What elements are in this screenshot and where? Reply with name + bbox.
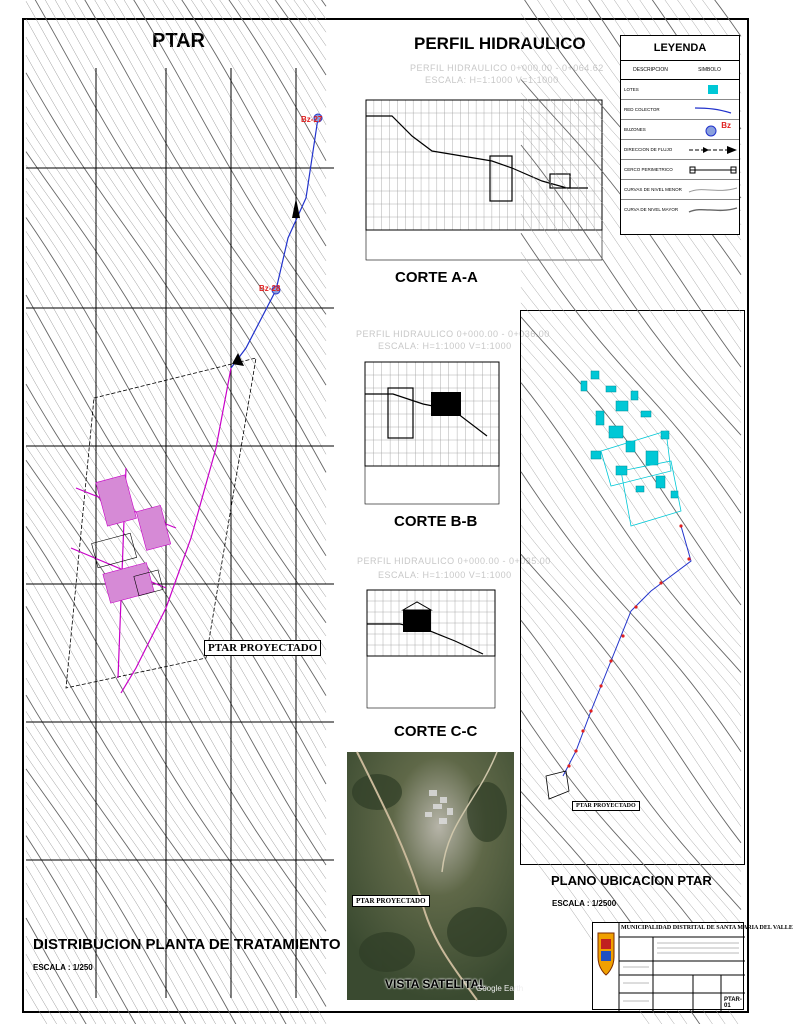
contour-line bbox=[26, 487, 326, 960]
bb-subtitle-1: PERFIL HIDRAULICO 0+000.00 - 0+036.00 bbox=[356, 329, 550, 339]
contour-line bbox=[521, 368, 741, 660]
ptar-sat-label: PTAR PROYECTADO bbox=[352, 895, 430, 907]
contour-line bbox=[26, 821, 326, 1024]
location-drawing bbox=[521, 311, 746, 866]
contour-line bbox=[521, 434, 741, 717]
plan-panel bbox=[26, 68, 334, 998]
route-manhole bbox=[589, 709, 592, 712]
pipe-symbol-icon bbox=[693, 105, 733, 115]
contour-line bbox=[26, 246, 326, 730]
contour-line bbox=[26, 152, 326, 623]
route-manhole bbox=[634, 605, 637, 608]
corte-aa-title: CORTE A-A bbox=[395, 269, 478, 286]
contour-line bbox=[26, 447, 326, 918]
ptar-location-label: PTAR PROYECTADO bbox=[572, 801, 640, 811]
legend-row-mayor bbox=[621, 200, 739, 219]
corte-bb-title: CORTE B-B bbox=[394, 513, 478, 530]
contour-line bbox=[26, 367, 326, 851]
vista-title: VISTA SATELITAL bbox=[385, 977, 487, 991]
contour-line bbox=[26, 349, 326, 835]
contour-line bbox=[521, 606, 741, 897]
legend-table bbox=[620, 35, 740, 235]
route-manhole bbox=[679, 524, 682, 527]
contour-line bbox=[26, 19, 326, 508]
legend-desc: DIRECCION DE FLUJO bbox=[624, 147, 673, 152]
contour-line bbox=[26, 0, 326, 454]
contour-line bbox=[521, 415, 741, 700]
cc-subtitle-1: PERFIL HIDRAULICO 0+000.00 - 0+035.00 bbox=[357, 556, 551, 566]
contour-line bbox=[521, 270, 741, 551]
profile-cc-drawing bbox=[355, 586, 507, 714]
contour-line bbox=[26, 278, 326, 766]
route-manhole bbox=[659, 581, 662, 584]
corte-cc-title: CORTE C-C bbox=[394, 723, 478, 740]
legend-desc: BUZONES bbox=[624, 127, 646, 132]
plano-scale: ESCALA : 1/2500 bbox=[552, 899, 617, 908]
legend-header bbox=[621, 61, 739, 80]
bz27-label: Bz-27 bbox=[301, 115, 323, 124]
contour-line bbox=[26, 295, 326, 784]
profile-aa-drawing bbox=[352, 96, 606, 266]
legend-row-cerco bbox=[621, 160, 739, 180]
contour-line bbox=[26, 0, 326, 19]
contour-line bbox=[521, 287, 741, 570]
contour-line bbox=[26, 727, 326, 1024]
municipality-name: MUNICIPALIDAD DISTRITAL DE SANTA MARIA DEL VALLE bbox=[621, 925, 793, 931]
route-manhole bbox=[574, 749, 577, 752]
contour-line bbox=[26, 1, 326, 490]
legend-desc: CURVAS DE NIVEL MENOR bbox=[624, 187, 682, 192]
contour-line bbox=[26, 73, 326, 556]
sheet-code: PTAR-01 bbox=[724, 997, 742, 1009]
legend-desc: LOTES bbox=[624, 87, 639, 92]
bz-symbol-text: Bz bbox=[721, 121, 732, 130]
ptar-title: PTAR bbox=[152, 30, 205, 52]
location-panel bbox=[520, 310, 745, 865]
major-contour-icon bbox=[687, 205, 739, 215]
contour-line bbox=[26, 678, 326, 1024]
legend-desc: RED COLECTOR bbox=[624, 107, 660, 112]
minor-contour-icon bbox=[687, 185, 739, 195]
contour-line bbox=[26, 313, 326, 802]
contour-line bbox=[521, 525, 741, 809]
cc-subtitle-2: ESCALA: H=1:1000 V=1:1000 bbox=[378, 570, 512, 580]
lot-symbol-icon bbox=[708, 85, 718, 94]
contour-line bbox=[521, 330, 741, 620]
route-manhole bbox=[567, 764, 570, 767]
google-earth-watermark: Google Earth bbox=[476, 984, 524, 993]
perfil-subtitle-1: PERFIL HIDRAULICO 0+000.00 - 0+064.62 bbox=[410, 63, 604, 73]
distribucion-title: DISTRIBUCION PLANTA DE TRATAMIENTO bbox=[33, 936, 341, 953]
contour-line bbox=[26, 742, 326, 1024]
contour-line bbox=[26, 204, 326, 679]
satellite-image bbox=[347, 752, 514, 1000]
legend-row-lotes bbox=[621, 80, 739, 100]
contour-line bbox=[26, 769, 326, 1024]
legend-row-red bbox=[621, 100, 739, 120]
contour-line bbox=[521, 383, 741, 673]
bb-subtitle-2: ESCALA: H=1:1000 V=1:1000 bbox=[378, 341, 512, 351]
route-manhole bbox=[581, 729, 584, 732]
perfil-subtitle-2: ESCALA: H=1:1000 V=1:1000 bbox=[425, 75, 559, 85]
plano-title: PLANO UBICACION PTAR bbox=[551, 873, 712, 888]
perfil-title: PERFIL HIDRAULICO bbox=[414, 34, 586, 53]
legend-desc: CURVA DE NIVEL MAYOR bbox=[624, 207, 679, 212]
contour-line bbox=[521, 509, 741, 791]
distribucion-scale: ESCALA : 1/250 bbox=[33, 963, 93, 972]
contour-line bbox=[26, 836, 326, 1024]
contour-line bbox=[26, 137, 326, 609]
bz28-label: Bz-28 bbox=[259, 284, 281, 293]
route-manhole bbox=[599, 684, 602, 687]
contour-line bbox=[26, 262, 326, 748]
legend-desc: CERCO PERIMETRICO bbox=[624, 167, 673, 172]
ptar-proyectado-label: PTAR PROYECTADO bbox=[204, 640, 321, 656]
contour-line bbox=[26, 107, 326, 584]
legend-row-buzones bbox=[621, 120, 739, 140]
legend-row-flujo bbox=[621, 140, 739, 160]
profile-bb-panel bbox=[353, 358, 511, 508]
route-manhole bbox=[609, 659, 612, 662]
contour-line bbox=[521, 554, 741, 843]
contour-line bbox=[26, 474, 326, 945]
contour-line bbox=[26, 782, 326, 1024]
municipal-seal-icon bbox=[595, 927, 617, 987]
flow-arrow-icon bbox=[687, 145, 739, 155]
legend-title: LEYENDA bbox=[621, 36, 739, 61]
legend-col-sym: SIMBOLO bbox=[698, 67, 721, 73]
fence-symbol-icon bbox=[687, 165, 739, 175]
contour-line bbox=[521, 491, 741, 771]
contour-line bbox=[521, 453, 741, 734]
contour-line bbox=[26, 55, 326, 540]
contour-line bbox=[26, 37, 326, 525]
profile-aa-panel bbox=[352, 96, 606, 266]
contour-line bbox=[26, 331, 326, 819]
contour-line bbox=[521, 317, 741, 605]
legend-col-desc: DESCRIPCION bbox=[633, 67, 668, 73]
profile-bb-drawing bbox=[353, 358, 511, 508]
title-block bbox=[592, 922, 793, 1010]
profile-cc-panel bbox=[355, 586, 507, 714]
route-manhole bbox=[687, 557, 690, 560]
route-manhole bbox=[621, 634, 624, 637]
plan-drawing bbox=[26, 68, 334, 998]
legend-row-menor bbox=[621, 180, 739, 200]
